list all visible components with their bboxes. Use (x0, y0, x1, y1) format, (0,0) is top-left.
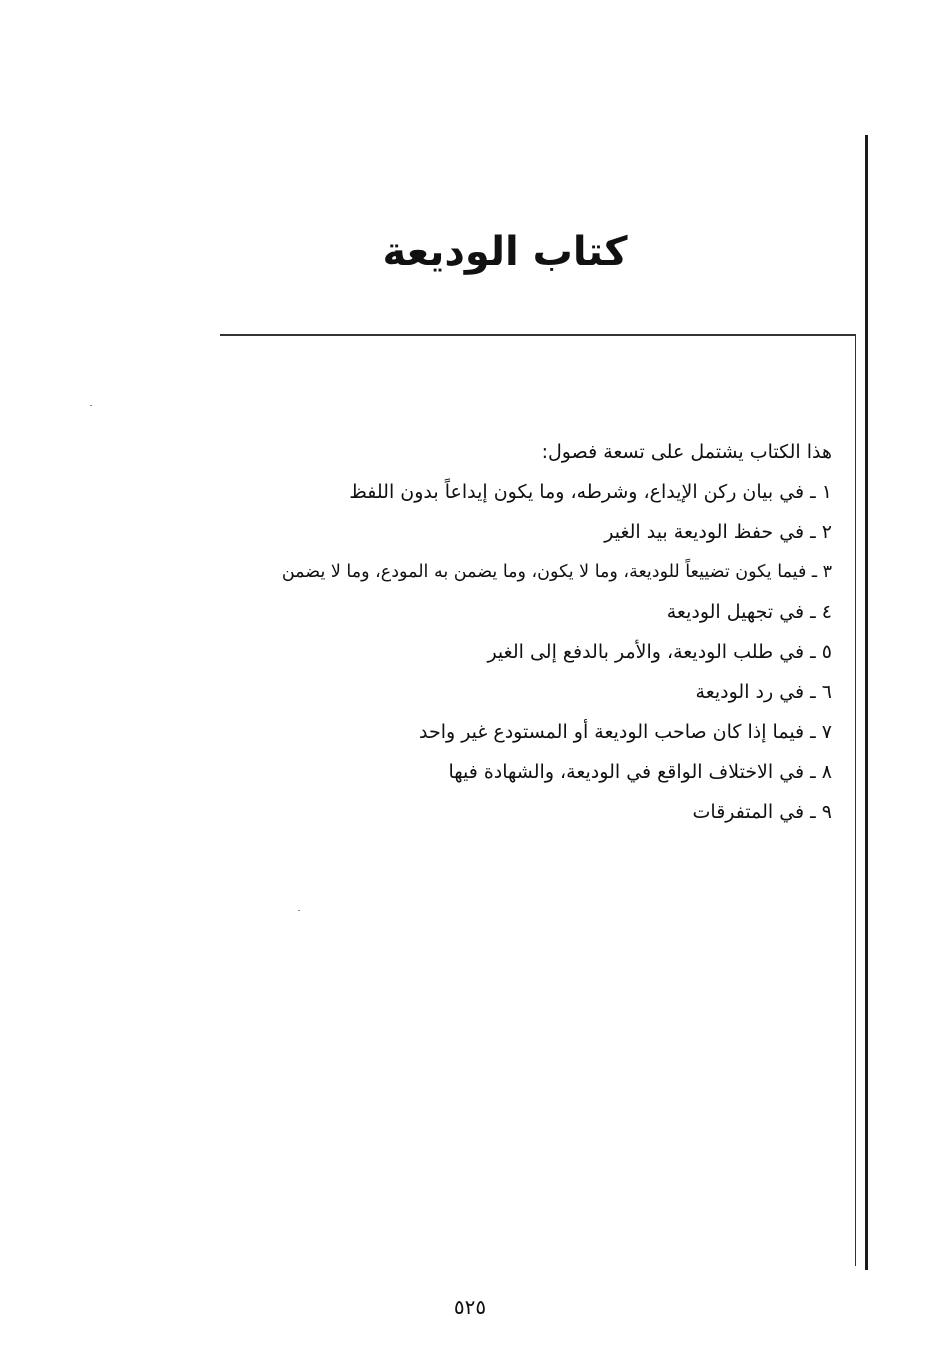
scan-speck (90, 405, 92, 406)
title-underline (220, 334, 856, 336)
page-border-thin-vertical (855, 336, 856, 1266)
table-of-contents (162, 432, 832, 832)
chapter-item: ٨ ـ في الاختلاف الواقع في الوديعة، والشهادة فيها (448, 761, 832, 783)
intro-text: هذا الكتاب يشتمل على تسعة فصول: (541, 441, 832, 463)
chapter-item: ٥ ـ في طلب الوديعة، والأمر بالدفع إلى الغير (487, 641, 832, 663)
chapter-item: ١ ـ في بيان ركن الإيداع، وشرطه، وما يكون إيداعاً بدون اللفظ (349, 481, 832, 503)
page-number: ٥٢٥ (453, 1295, 487, 1319)
book-title: كتاب الوديعة (382, 229, 628, 275)
page-border-thick (865, 135, 868, 1270)
chapter-item: ٦ ـ في رد الوديعة (695, 681, 832, 703)
chapter-item: ٩ ـ في المتفرقات (692, 801, 832, 823)
chapter-item: ٤ ـ في تجهيل الوديعة (666, 601, 832, 623)
chapter-item: ٣ ـ فيما يكون تضييعاً للوديعة، وما لا يكون، وما يضمن به المودع، وما لا يضمن (281, 562, 832, 582)
chapter-list (162, 472, 832, 832)
scan-speck (298, 910, 300, 911)
chapter-item: ٢ ـ في حفظ الوديعة بيد الغير (604, 521, 832, 543)
chapter-item: ٧ ـ فيما إذا كان صاحب الوديعة أو المستودع غير واحد (418, 721, 832, 743)
